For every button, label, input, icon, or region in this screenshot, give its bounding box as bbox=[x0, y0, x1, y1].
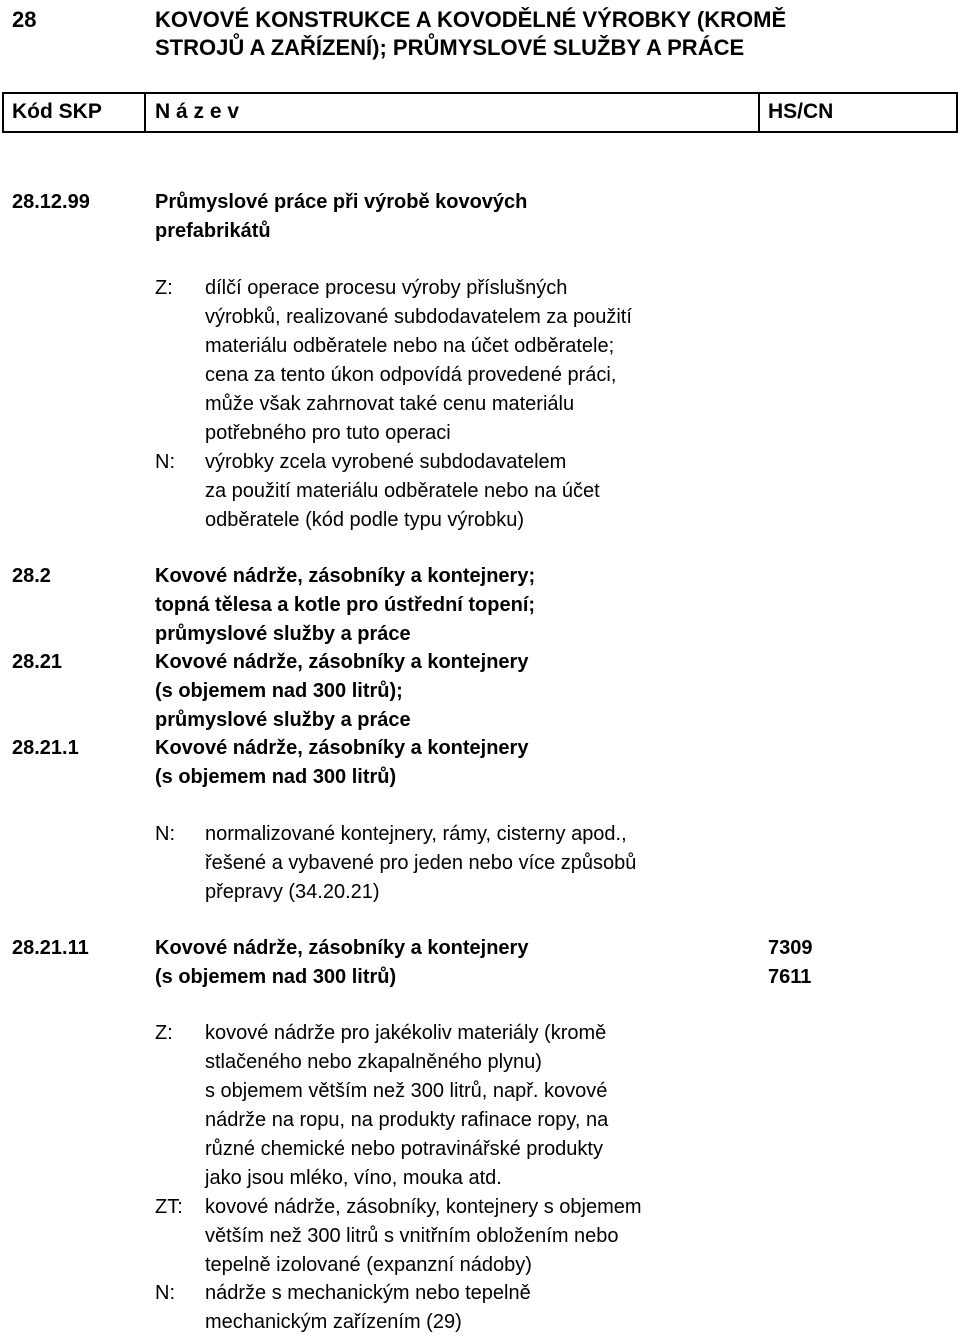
hs-code: 7611 bbox=[768, 966, 812, 988]
note-line: výrobky zcela vyrobené subdodavatelem bbox=[205, 451, 567, 473]
note-line: mechanickým zařízením (29) bbox=[205, 1311, 462, 1333]
note-prefix: ZT: bbox=[155, 1196, 183, 1218]
note-text bbox=[205, 448, 600, 535]
chapter-title bbox=[155, 6, 786, 62]
note-line: kovové nádrže pro jakékoliv materiály (kromě bbox=[205, 1022, 607, 1044]
chapter-number: 28 bbox=[12, 7, 37, 32]
entry-code: 28.12.99 bbox=[12, 191, 90, 213]
note-line: jako jsou mléko, víno, mouka atd. bbox=[205, 1167, 502, 1189]
note-text bbox=[205, 1193, 642, 1280]
note-text bbox=[205, 820, 636, 907]
note-prefix: N: bbox=[155, 451, 175, 473]
entry-title-line: Kovové nádrže, zásobníky a kontejnery bbox=[155, 937, 529, 959]
note-line: cena za tento úkon odpovídá provedené práci, bbox=[205, 364, 617, 386]
note-prefix: Z: bbox=[155, 1022, 173, 1044]
entry-title-line: Průmyslové práce při výrobě kovových bbox=[155, 191, 528, 213]
note-line: materiálu odběratele nebo na účet odběratele; bbox=[205, 335, 615, 357]
column-header-code: Kód SKP bbox=[12, 100, 102, 123]
column-header-hs: HS/CN bbox=[768, 100, 834, 123]
column-header-name: N á z e v bbox=[155, 100, 240, 123]
entry-code: 28.21.11 bbox=[12, 937, 89, 959]
note-line: může však zahrnovat také cenu materiálu bbox=[205, 393, 575, 415]
note-line: přepravy (34.20.21) bbox=[205, 881, 380, 903]
entry-title-line: průmyslové služby a práce bbox=[155, 623, 411, 645]
note-line: řešené a vybavené pro jeden nebo více způsobů bbox=[205, 852, 637, 874]
entry-title bbox=[155, 648, 528, 735]
note-line: normalizované kontejnery, rámy, cisterny apod., bbox=[205, 823, 627, 845]
note-line: dílčí operace procesu výroby příslušných bbox=[205, 277, 568, 299]
table-header-left-border bbox=[2, 93, 4, 132]
entry-title bbox=[155, 934, 528, 992]
entry-title-line: (s objemem nad 300 litrů); bbox=[155, 680, 403, 702]
note-line: výrobků, realizované subdodavatelem za použití bbox=[205, 306, 632, 328]
note-prefix: Z: bbox=[155, 277, 173, 299]
entry-code: 28.21.1 bbox=[12, 737, 79, 759]
note-prefix: N: bbox=[155, 823, 175, 845]
entry-code: 28.2 bbox=[12, 565, 51, 587]
note-line: kovové nádrže, zásobníky, kontejnery s objemem bbox=[205, 1196, 642, 1218]
note-text bbox=[205, 274, 632, 448]
table-header-divider bbox=[144, 93, 146, 132]
note-line: nádrže na ropu, na produkty rafinace ropy, na bbox=[205, 1109, 609, 1131]
note-prefix: N: bbox=[155, 1282, 175, 1304]
note-text bbox=[205, 1019, 608, 1193]
entry-title-line: průmyslové služby a práce bbox=[155, 709, 411, 731]
table-header-right-border bbox=[956, 93, 958, 132]
hs-codes bbox=[768, 934, 813, 992]
entry-title-line: prefabrikátů bbox=[155, 220, 271, 242]
note-line: tepelně izolované (expanzní nádoby) bbox=[205, 1254, 532, 1276]
entry-title-line: topná tělesa a kotle pro ústřední topení; bbox=[155, 594, 536, 616]
note-text bbox=[205, 1279, 531, 1337]
entry-title bbox=[155, 734, 528, 792]
table-header-divider bbox=[758, 93, 760, 132]
entry-title-line: (s objemem nad 300 litrů) bbox=[155, 766, 397, 788]
entry-title-line: (s objemem nad 300 litrů) bbox=[155, 966, 397, 988]
entry-title-line: Kovové nádrže, zásobníky a kontejnery bbox=[155, 737, 529, 759]
chapter-title-line: KOVOVÉ KONSTRUKCE A KOVODĚLNÉ VÝROBKY (KROMĚ bbox=[155, 7, 787, 32]
note-line: větším než 300 litrů s vnitřním obložením nebo bbox=[205, 1225, 619, 1247]
chapter-title-line: STROJŮ A ZAŘÍZENÍ); PRŮMYSLOVÉ SLUŽBY A PRÁCE bbox=[155, 35, 745, 60]
note-line: stlačeného nebo zkapalněného plynu) bbox=[205, 1051, 542, 1073]
entry-code: 28.21 bbox=[12, 651, 63, 673]
hs-code: 7309 bbox=[768, 937, 813, 959]
note-line: nádrže s mechanickým nebo tepelně bbox=[205, 1282, 531, 1304]
note-line: za použití materiálu odběratele nebo na účet bbox=[205, 480, 600, 502]
entry-title bbox=[155, 188, 527, 246]
note-line: různé chemické nebo potravinářské produkty bbox=[205, 1138, 603, 1160]
entry-title-line: Kovové nádrže, zásobníky a kontejnery; bbox=[155, 565, 536, 587]
note-line: s objemem větším než 300 litrů, např. kovové bbox=[205, 1080, 608, 1102]
note-line: potřebného pro tuto operaci bbox=[205, 422, 451, 444]
entry-title bbox=[155, 562, 535, 649]
entry-title-line: Kovové nádrže, zásobníky a kontejnery bbox=[155, 651, 529, 673]
note-line: odběratele (kód podle typu výrobku) bbox=[205, 509, 525, 531]
